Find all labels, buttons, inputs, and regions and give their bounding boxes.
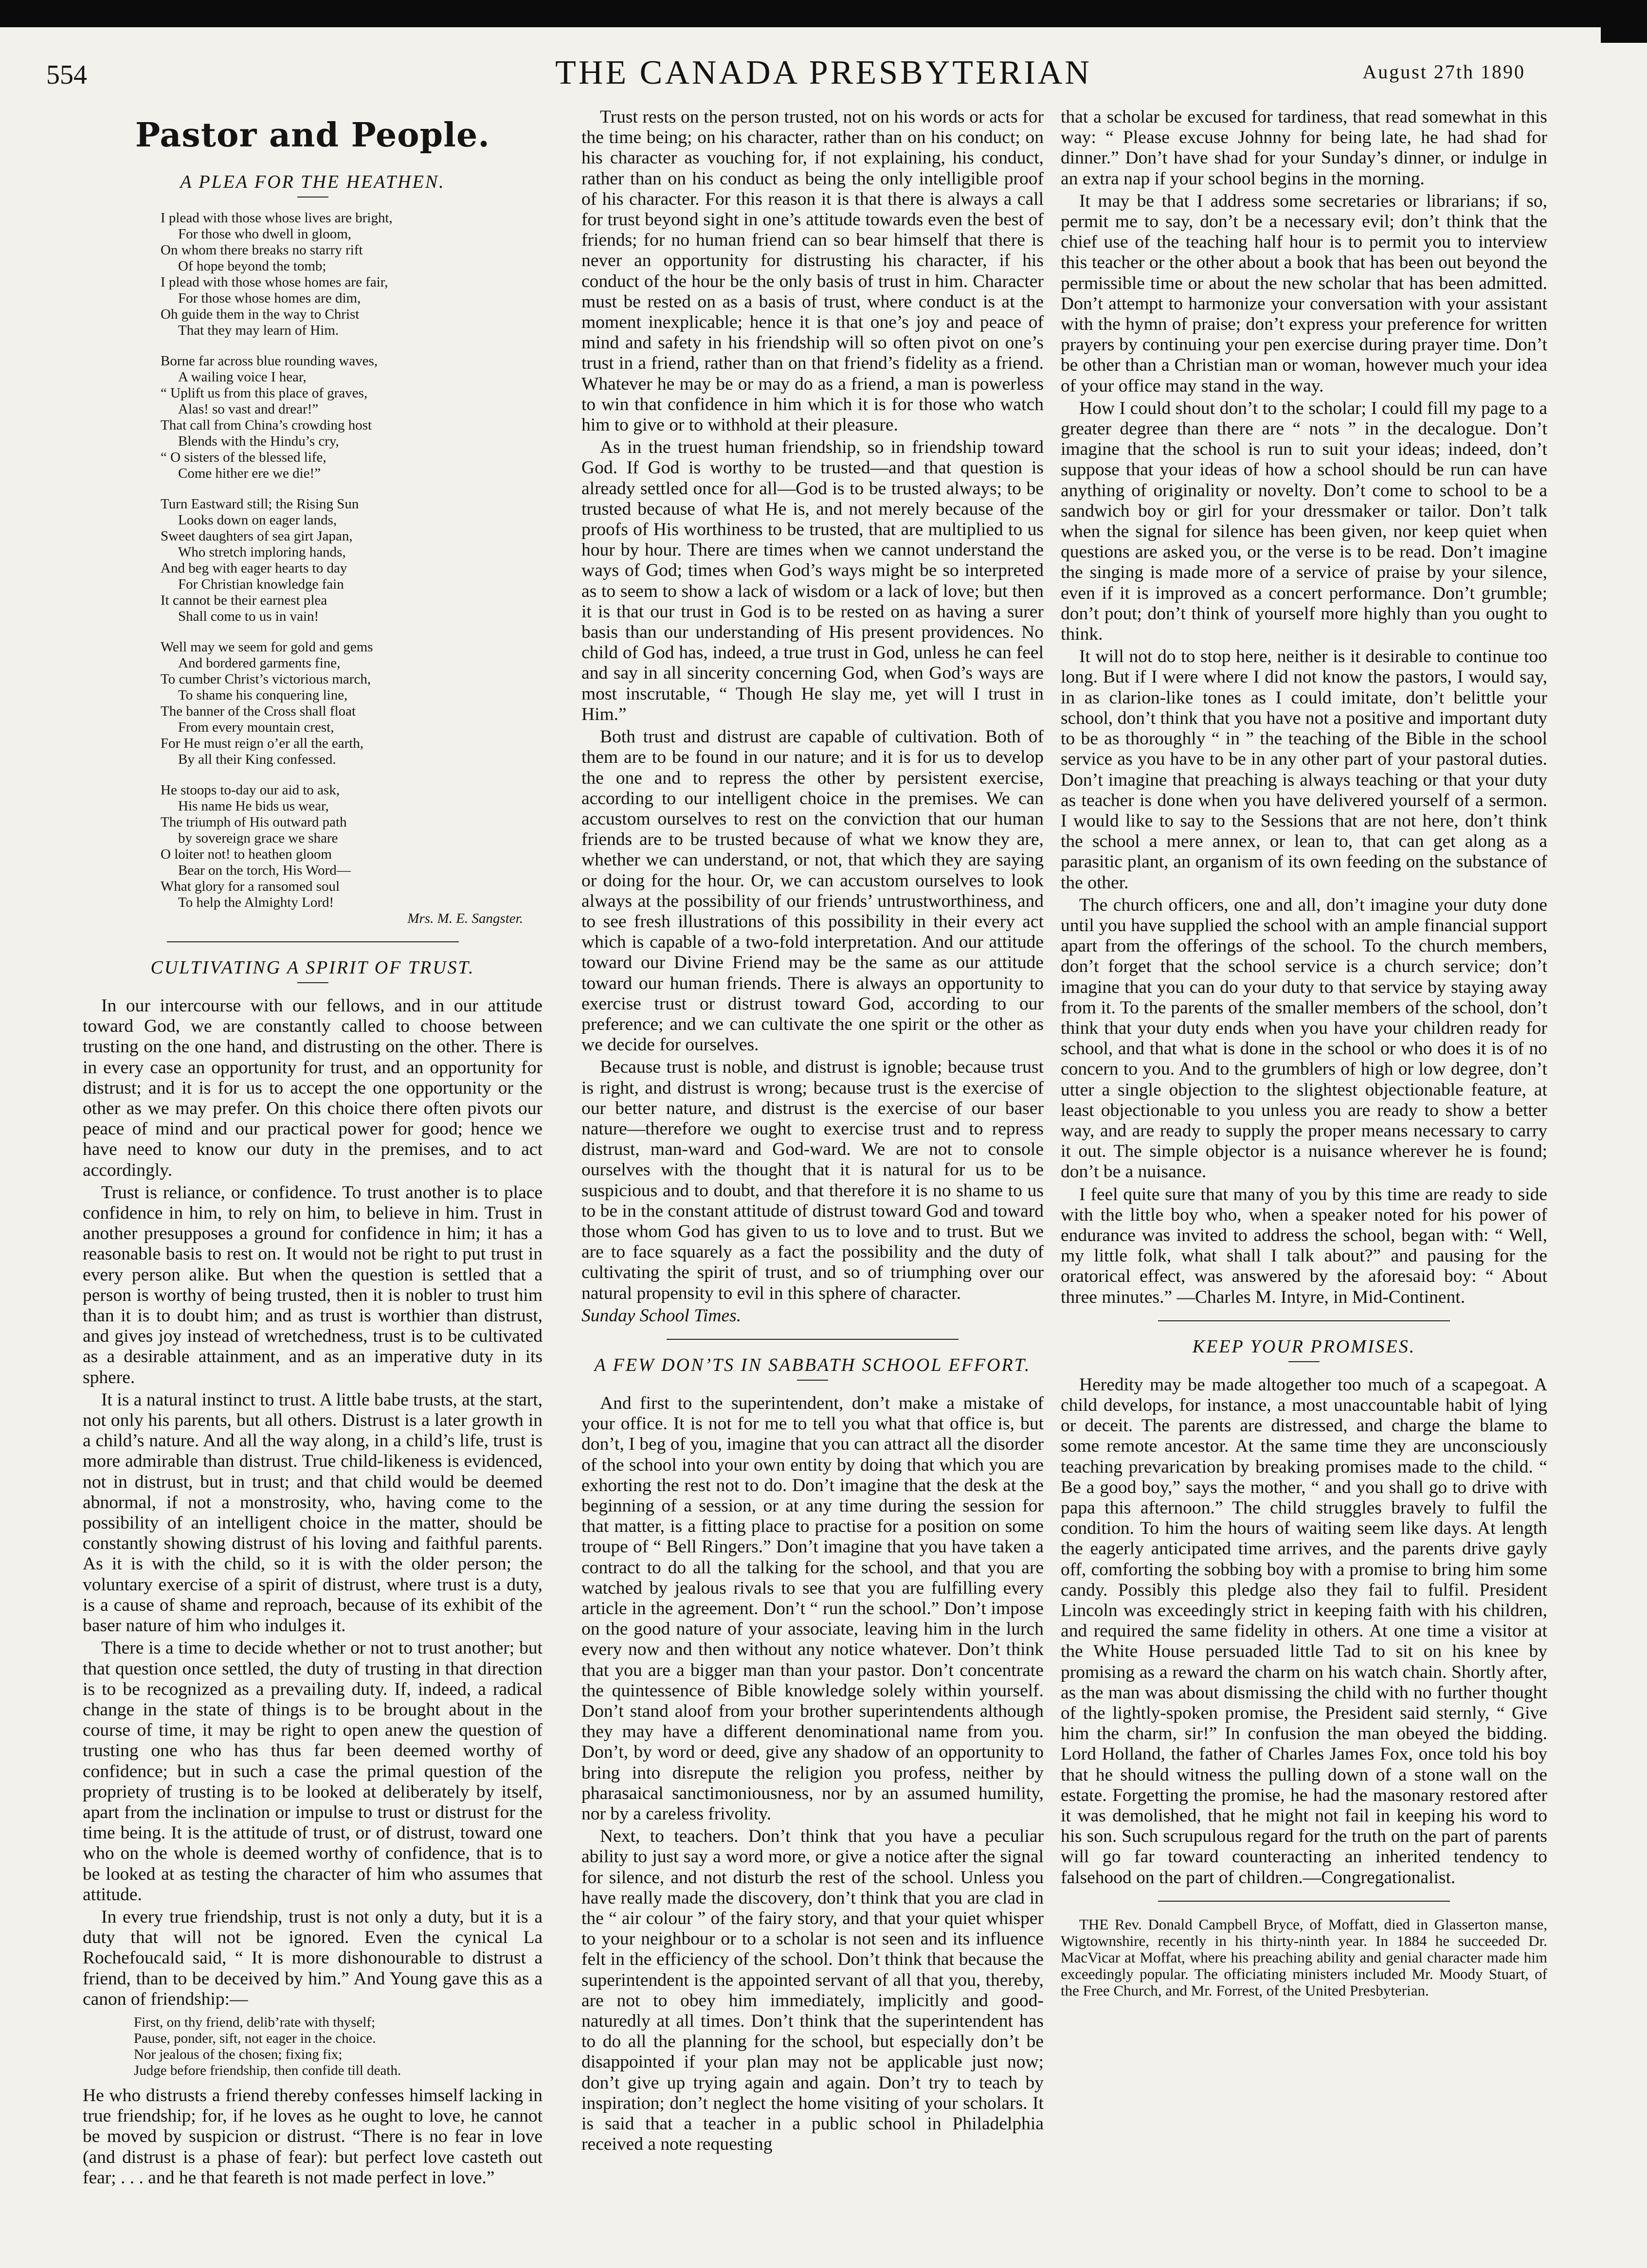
title-rule xyxy=(297,982,328,983)
article-paragraph: Next, to teachers. Don’t think that you have a peculiar ability to just say a word more, or give a notice after the signal for silence, and not disturb the rest of the school. Unless you have really made the discovery, don’t think that you are clad in the “ air colour ” of the fairy story, and that your quiet whisper to your neighbour or to a scholar is not seen and its influence felt in the efficiency of the school. Don’t think that because the superintendent is the appointed servant of all that you, thereby, are not to obey him immediately, implicitly and good-naturedly at all times. Don’t think that the superintendent has to do all the planning for the school, but especially don’t be disappointed if your plan may not be applicable just now; don’t give up trying again and again. Don’t try to teach by inspiration; don’t neglect the home visiting of your scholars. It is said that a teacher in a public school in Philadelphia received a note requesting xyxy=(581,1826,1044,2155)
section-separator xyxy=(1158,1320,1450,1321)
article-paragraph: And first to the superintendent, don’t make a mistake of your office. It is not for me to tell you what that office is, but don’t, I beg of you, imagine that you can attract all the disorder of the school into your own entity by doing that which you are exhorting the rest not to do. Don’t imagine that the desk at the beginning of a session, or at any time during the session for that matter, is a fitting place to practise for a position on some troupe of “ Bell Ringers.” Don’t imagine that you have taken a contract to do all the talking for the school, and that you are watched by jealous rivals to see that you are fulfilling every article in the agreement. Don’t “ run the school.” Don’t impose on the good nature of your associate, leaving him in the lurch every now and then without any notice whatever. Don’t think that you are a bigger man than your pastor. Don’t concentrate the quintessence of Bible knowledge solely within yourself. Don’t stand aloof from your brother superintendents although they may have a different denominational name from you. Don’t, by word or deed, give any shadow of an opportunity to bring into disrepute the religion you profess, neither by pharasaical sanctimoniousness, nor by an assumed humility, nor by a careless frivolity. xyxy=(581,1393,1044,1824)
poem-stanza xyxy=(161,353,543,482)
poem-line: To shame his conquering line, xyxy=(178,687,348,703)
poem-line: “ O sisters of the blessed life, xyxy=(161,450,326,465)
poem-line: To help the Almighty Lord! xyxy=(178,895,334,910)
poem-line: Of hope beyond the tomb; xyxy=(178,258,326,274)
poem-line: Shall come to us in vain! xyxy=(178,609,319,624)
poem-line: O loiter not! to heathen gloom xyxy=(161,846,332,862)
top-rule-notch xyxy=(1601,0,1647,43)
poem-line: The banner of the Cross shall float xyxy=(161,703,356,719)
poem-line: Turn Eastward still; the Rising Sun xyxy=(161,496,359,512)
article-body xyxy=(1061,107,1547,1308)
article-body xyxy=(83,996,543,2010)
article-paragraph: Heredity may be made altogether too much of a scapegoat. A child develops, for instance, a most unaccountable habit of lying or deceit. The parents are distressed, and charge the blame to some remote ancestor. At the same time they are unconsciously teaching prevarication by breaking promises made to the child. “ Be a good boy,” says the mother, “ and you shall go to drive with papa this afternoon.” The child struggles bravely to fulfil the condition. To him the hours of waiting seem like days. At length the eagerly anticipated time arrives, and the parents drive gayly off, comforting the sobbing boy with a promise to bring him some candy. Possibly this pledge also they fail to fulfil. President Lincoln was exceedingly strict in keeping faith with his children, and required the same fidelity in others. At one time a visitor at the White House persuaded little Tad to sit on his knee by promising as a reward the charm on his watch chain. Shortly after, as the man was about dismissing the child with no further thought of the lightly-spoken promise, the President said sternly, “ Give him the charm, sir!” In confusion the man obeyed the bidding. Lord Holland, the father of Charles James Fox, once told his boy that he should witness the pulling down of a stone wall on the estate. Forgetting the promise, he had the masonary restored after it was demolished, that he might not fail in keeping his word to his son. Such scrupulous regard for the truth on the part of parents will go far toward counteracting an inherited tendency to falsehood on the part of children.—Congregationalist. xyxy=(1061,1374,1547,1888)
poem-signature: Mrs. M. E. Sangster. xyxy=(407,911,523,926)
article-paragraph: Trust is reliance, or confidence. To trust another is to place confidence in him, to rely on him, to believe in him. Trust in another presupposes a ground for confidence in him; it has a reasonable basis to rest on. It would not be right to put trust in every person alike. But when the question is settled that a person is worthy of being trusted, then it is nobler to trust him than it is to doubt him; and as trust is worthier than distrust, and gives joy instead of wretchedness, trust is to be cultivated as a desirable attainment, and as an imperative duty in its sphere. xyxy=(83,1182,543,1387)
poem-line: And beg with eager hearts to day xyxy=(161,560,347,576)
poem-line: I plead with those whose lives are bright, xyxy=(161,210,393,226)
column-1 xyxy=(83,107,543,2224)
poem-line: And bordered garments fine, xyxy=(178,655,341,671)
column-3 xyxy=(1061,107,1547,2224)
article-body xyxy=(1061,1375,1547,1888)
article-paragraph: In our intercourse with our fellows, and in our attitude toward God, we are constantly called to choose between trusting on the one hand, and distrusting on the other. There is in every case an opportunity for trust, and an opportunity for distrust; and it is for us to accept the one opportunity or the other as we may prefer. On this choice there often pivots our peace of mind and our practical power for good; hence we have need to know our duty in the premises, and to act accordingly. xyxy=(83,996,543,1180)
poem-line: Bear on the torch, His Word— xyxy=(178,863,351,878)
poem-line: That they may learn of Him. xyxy=(178,323,339,338)
poem-line: The triumph of His outward path xyxy=(161,814,347,830)
poem-line: “ Uplift us from this place of graves, xyxy=(161,385,368,401)
poem-line: He stoops to-day our aid to ask, xyxy=(161,782,340,798)
article-title: CULTIVATING A SPIRIT OF TRUST. xyxy=(150,957,475,978)
poem-line: Alas! so vast and drear!” xyxy=(178,401,319,417)
poem-line: On whom there breaks no starry rift xyxy=(161,242,363,258)
column-2 xyxy=(581,107,1044,2224)
quote-line: First, on thy friend, delib’rate with thyself; xyxy=(134,2014,376,2030)
article-paragraph: There is a time to decide whether or not to trust another; but that question once settled, the duty of trusting in that direction is to be recognized as a prevailing duty. If, indeed, a radical change in the state of things is to be brought about in the course of time, it may be right to open anew the question of trusting one who has thus far been deemed worthy of confidence; but in such a case the primal question of the propriety of trusting is to be looked at deliberately by itself, apart from the inclination or impulse to trust or distrust for the time being. It is the attitude of trust, or of distrust, toward one who on the whole is deemed worthy of confidence, that is to be looked at as testing the character of him who assumes that attitude. xyxy=(83,1638,543,1905)
masthead: THE CANADA PRESBYTERIAN xyxy=(555,54,1092,91)
article-paragraph: Trust rests on the person trusted, not on his words or acts for the time being; on his character, rather than on his conduct; on his character as vouching for, if not explaining, his conduct, rather than on his conduct as being the only intelligible proof of his character. For this reason it is that there is always a call for trust beyond sight in one’s attitude towards even the best of friends; for no human friend can so bear himself that there is never an opportunity for distrusting his character, if his conduct of the hour be the only basis of trust in him. Character must be rested on as a basis of trust, where conduct is at the moment inexplicable; hence it is that one’s joy and peace of mind and safety in his friendship will so often pivot on one’s trust in a friend, rather than on that friend’s fidelity as a friend. Whatever he may be or may do as a friend, a man is powerless to win that confidence in him which it is for those who watch him to give or to withhold at their pleasure. xyxy=(581,107,1044,435)
obituary-notice: THE Rev. Donald Campbell Bryce, of Moffatt, died in Glasserton manse, Wigtownshire, recently in his thirty-ninth year. In 1884 he succeeded Dr. MacVicar at Moffat, where his preaching ability and genial character made him exceedingly popular. The officiating ministers included Mr. Moody Stuart, of the Free Church, and Mr. Forrest, of the United Presbyterian. xyxy=(1061,1915,1547,1999)
section-separator xyxy=(667,1339,959,1340)
article-paragraph: It is a natural instinct to trust. A little babe trusts, at the start, not only his parents, but all others. Distrust is a later growth in a child’s nature. And all the way along, in a child’s life, trust is more admirable than distrust. True child-likeness is evidenced, not in distrust, but in trust; and that child would be deemed abnormal, if not a monstrosity, who, having come to the possibility of an intelligent choice in the matter, should be constantly showing distrust of his loving and faithful parents. As it is with the child, so it is with the older person; the voluntary exercise of a spirit of distrust, where trust is a duty, is a cause of shame and reproach, because of its exhibit of the baser nature of him who indulges it. xyxy=(83,1389,543,1636)
poem-line: From every mountain crest, xyxy=(178,720,334,735)
poem-line: Sweet daughters of sea girt Japan, xyxy=(161,528,353,544)
article-body xyxy=(581,107,1044,1304)
poem-title: A PLEA FOR THE HEATHEN. xyxy=(180,172,445,192)
source-attribution: Sunday School Times. xyxy=(581,1305,742,1326)
article-paragraph: Because trust is noble, and distrust is ignoble; because trust is right, and distrust is wrong; because trust is the exercise of our better nature, and distrust is the exercise of our baser nature—therefore we ought to exercise trust and to repress distrust, man-ward and God-ward. We are not to console ourselves with the thought that it is natural for us to be suspicious and to doubt, and that therefore it is no shame to us to be in the constant attitude of distrust toward God and toward those whom God has given to us to love and to trust. But we are to face squarely as a fact the possibility and the duty of cultivating the spirit of trust, and so of triumphing over our natural propensity to evil in this sphere of character. xyxy=(581,1057,1044,1303)
article-paragraph: In every true friendship, trust is not only a duty, but it is a duty that will not be ignored. Even the cynical La Rochefoucald said, “ It is more dishonourable to distrust a friend, than to be deceived by him.” And Young gave this as a canon of friendship:— xyxy=(83,1907,543,2009)
title-rule xyxy=(1288,1361,1320,1362)
article-paragraph: The church officers, one and all, don’t imagine your duty done until you have supplied the school with an ample financial support apart from the offerings of the school. To the church members, don’t forget that the school service is a church service; don’t imagine that you can do your duty to that service by staying away from it. To the parents of the smaller members of the school, don’t think that your duty ends when you have your children ready for school, and that what is done in the school or who does it is of no concern to you. And to the grumblers of high or low degree, don’t utter a single objection to the slightest objectionable feature, at least objectionable to you unless you are ready to show a better way, and are ready to supply the proper means necessary to carry it out. The simple objector is a nuisance wherever he is found; don’t be a nuisance. xyxy=(1061,895,1547,1182)
department-heading: Pastor and People. xyxy=(135,116,490,155)
verse-quote xyxy=(134,2015,543,2079)
page-number: 554 xyxy=(46,60,87,90)
article-paragraph: As in the truest human friendship, so in friendship toward God. If God is worthy to be trusted—and that question is already settled once for all—God is to be trusted always; to be trusted because of what He is, and not merely because of the proofs of His worthiness to be trusted, that are multiplied to us hour by hour. There are times when we cannot understand the ways of God; times when God’s ways might be so interpreted as to seem to show a lack of wisdom or a lack of love; but then it is that our trust in God is to be rested on as having a surer basis than our understanding of His present providences. No child of God has, indeed, a true trust in God, unless he can feel and say in all sincerity concerning God, when God’s ways are most inscrutable, “ Though He slay me, yet will I trust in Him.” xyxy=(581,437,1044,724)
article-paragraph: that a scholar be excused for tardiness, that read somewhat in this way: “ Please excuse Johnny for being late, he had shad for dinner.” Don’t have shad for your Sunday’s dinner, or indulge in an extra nap if your school begins in the morning. xyxy=(1061,107,1547,189)
poem-line: His name He bids us wear, xyxy=(178,798,329,814)
quote-line: Pause, ponder, sift, not eager in the choice. xyxy=(134,2030,376,2046)
poem-line: For those whose homes are dim, xyxy=(178,290,361,306)
article-title: A FEW DON’TS IN SABBATH SCHOOL EFFORT. xyxy=(594,1354,1031,1375)
section-separator xyxy=(167,941,459,942)
article-paragraph: He who distrusts a friend thereby confesses himself lacking in true friendship; for, if he loves as he ought to love, he cannot be moved by suspicion or distrust. “There is no fear in love (and distrust is a phase of fear): but perfect love casteth out fear; . . . and he that feareth is not made perfect in love.” xyxy=(83,2085,543,2188)
poem-line: By all their King confessed. xyxy=(178,752,336,767)
title-rule xyxy=(297,197,328,198)
poem-line: Who stretch imploring hands, xyxy=(178,544,346,560)
poem-line: For those who dwell in gloom, xyxy=(178,226,352,242)
poem-line: What glory for a ransomed soul xyxy=(161,879,340,894)
quote-line: Judge before friendship, then confide till death. xyxy=(134,2062,401,2078)
poem-line: It cannot be their earnest plea xyxy=(161,593,327,608)
poem-line: Borne far across blue rounding waves, xyxy=(161,353,378,369)
article-paragraph: How I could shout don’t to the scholar; I could fill my page to a greater degree than there are “ nots ” in the decalogue. Don’t imagine that the school is run to suit your ideas; indeed, don’t suppose that your ideas of how a school should be run can have anything of originality or novelty. Don’t come to school to be a sandwich boy or girl for your dressmaker or tailor. Don’t talk when the signal for silence has been given, nor keep quiet when questions are asked you, or the verse is to be read. Don’t imagine the singing is made more of a service of praise by your silence, even if it is improved as a concert performance. Don’t grumble; don’t pout; don’t think of yourself more highly than you ought to think. xyxy=(1061,398,1547,645)
poem xyxy=(161,210,543,927)
title-rule xyxy=(797,1380,828,1381)
poem-line: Well may we seem for gold and gems xyxy=(161,639,373,655)
poem-line: That call from China’s crowding host xyxy=(161,417,372,433)
section-separator xyxy=(1158,1901,1450,1902)
poem-stanza xyxy=(161,210,543,339)
poem-line: Looks down on eager lands, xyxy=(178,512,337,528)
top-rule xyxy=(0,0,1647,27)
poem-line: For Christian knowledge fain xyxy=(178,576,344,592)
poem-stanza xyxy=(161,639,543,768)
poem-line: A wailing voice I hear, xyxy=(178,369,307,385)
poem-line: Blends with the Hindu’s cry, xyxy=(178,433,339,449)
poem-line: To cumber Christ’s victorious march, xyxy=(161,671,371,687)
article-paragraph: Both trust and distrust are capable of cultivation. Both of them are to be found in our nature; and it is for us to develop the one and to repress the other by persistent exercise, according to our intelligent choice in the premises. We can accustom ourselves to rest on the conviction that our human friends are to be trusted because of what we know they are, whether we can understand, or not, that which they are saying or doing for the hour. Or, we can accustom ourselves to look always at the possibility of our friends’ untrustworthiness, and to see fresh illustrations of this possibility in their every act which is capable of a two-fold interpretation. And our attitude toward our Divine Friend may be the same as our attitude toward our human friends. There is always an opportunity to exercise trust or distrust toward God, according to our preference; and we can cultivate the one spirit or the other as we decide for ourselves. xyxy=(581,727,1044,1055)
poem-line: by sovereign grace we share xyxy=(178,830,338,846)
article-paragraph: It may be that I address some secretaries or librarians; if so, permit me to say, don’t be a necessary evil; don’t think that the chief use of the teaching half hour is to permit you to interview this teacher or the other about a book that has been out beyond the permissible time or about the new scholar that has been admitted. Don’t attempt to harmonize your conversation with your assistant with the hymn of praise; don’t express your preference for written prayers by continuing your pen exercise during prayer time. Don’t be other than a Christian man or woman, however much your idea of your office may stand in the way. xyxy=(1061,191,1547,396)
article-paragraph: I feel quite sure that many of you by this time are ready to side with the little boy who, when a speaker noted for his power of endurance was invited to address the school, began with: “ Well, my little folk, what shall I talk about?” and pausing for the oratorical effect, was answered by the aforesaid boy: “ About three minutes.” —Charles M. Intyre, in Mid-Continent. xyxy=(1061,1184,1547,1307)
poem-stanza xyxy=(161,496,543,625)
article-title: KEEP YOUR PROMISES. xyxy=(1192,1336,1416,1357)
poem-line: For He must reign o’er all the earth, xyxy=(161,736,364,751)
article-paragraph: It will not do to stop here, neither is it desirable to continue too long. But if I were where I did not know the pastors, I would say, in as clarion-like tones as I could imitate, don’t belittle your school, don’t think that you have not a positive and important duty to be as thoroughly “ in ” the teaching of the Bible in the school service as you have to be in any other part of your pastoral duties. Don’t imagine that preaching is always teaching or that your duty as teacher is done when you have delivered yourself of a sermon. I would like to say to the Sessions that are not here, don’t think the school a mere annex, or lean to, that can get along as a parasitic plant, an organism of its own feeding on the substance of the other. xyxy=(1061,647,1547,893)
quote-line: Nor jealous of the chosen; fixing fix; xyxy=(134,2046,343,2062)
poem-line: Oh guide them in the way to Christ xyxy=(161,306,360,322)
article-body xyxy=(581,1393,1044,2155)
poem-line: Come hither ere we die!” xyxy=(178,466,321,481)
poem-line: I plead with those whose homes are fair, xyxy=(161,274,388,290)
poem-stanza xyxy=(161,782,543,927)
issue-date: August 27th 1890 xyxy=(1362,61,1525,83)
